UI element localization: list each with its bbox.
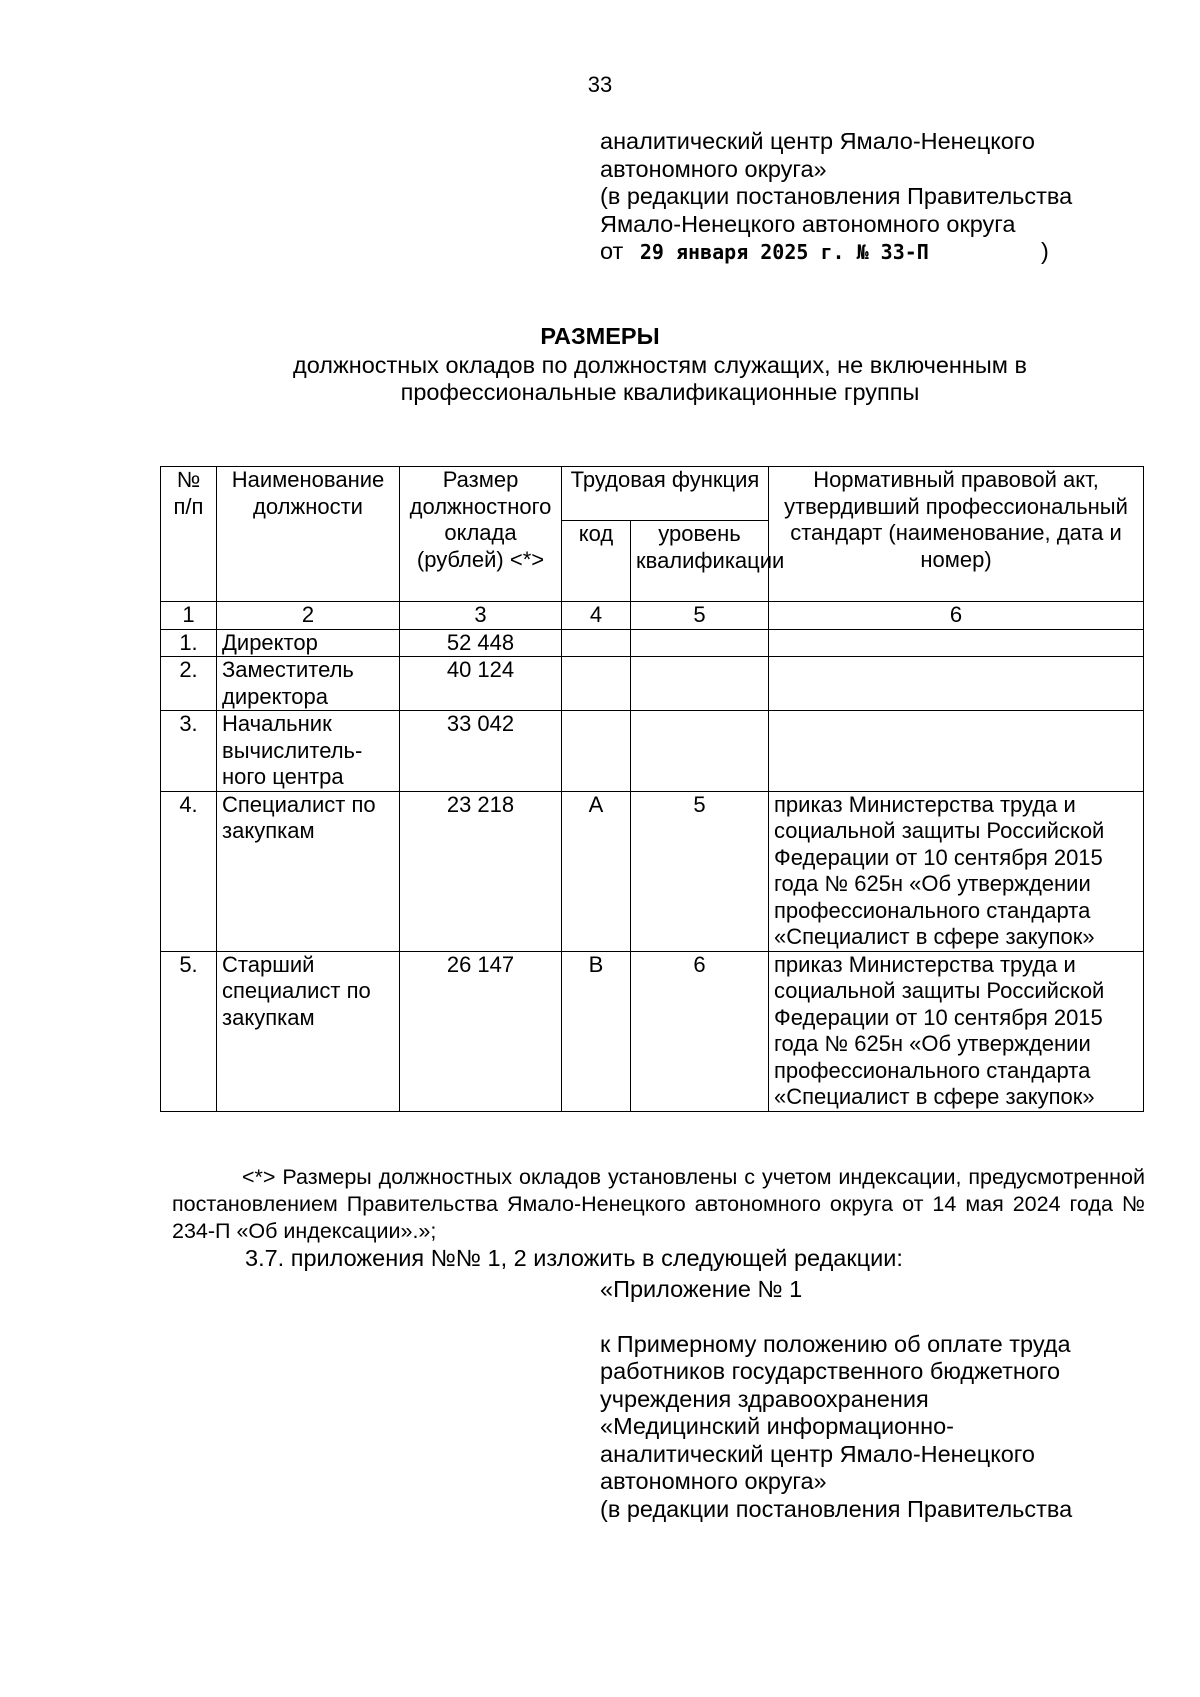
row-position: Директор	[217, 629, 400, 657]
row-position: Старший специалист по закупкам	[217, 951, 400, 1111]
header-act: Нормативный правовой акт, утвердивший профессиональный стандарт (наименование, дата и номер)	[769, 467, 1144, 602]
header-line: автономного округа»	[600, 155, 827, 182]
header-labor-function: Трудовая функция	[562, 467, 769, 521]
row-salary: 40 124	[400, 657, 562, 711]
row-act	[769, 629, 1144, 657]
appendix-header	[600, 1276, 1160, 1523]
row-act: приказ Министерства труда и социальной защиты Российской Федерации от 10 сентября 2015 года № 625н «Об утверждении профессионального стандарта «Специалист в сфере закупок»	[769, 791, 1144, 951]
row-salary: 23 218	[400, 791, 562, 951]
appendix-line: к Примерному положению об оплате труда	[600, 1330, 1071, 1357]
appendix-line: (в редакции постановления Правительства	[600, 1495, 1073, 1522]
header-line: (в редакции постановления Правительства	[600, 183, 1073, 209]
row-code: В	[562, 951, 631, 1111]
closing-paren: )	[1041, 238, 1049, 264]
table-row	[161, 791, 1144, 951]
row-salary: 52 448	[400, 629, 562, 657]
row-num: 5.	[161, 951, 217, 1111]
table-row	[161, 711, 1144, 792]
doc-title: РАЗМЕРЫ	[540, 323, 660, 349]
column-number-row	[161, 602, 1144, 630]
footnote-block	[172, 1164, 1145, 1245]
table-row	[161, 951, 1144, 1111]
item-3-7: 3.7. приложения №№ 1, 2 изложить в следующей редакции:	[245, 1245, 903, 1271]
column-number: 1	[161, 602, 217, 630]
header-line: Ямало-Ненецкого автономного округа	[600, 210, 1016, 237]
resolution-date: 29 января 2025 г. № 33-П	[639, 240, 929, 264]
table-header-row	[161, 467, 1144, 521]
row-code	[562, 657, 631, 711]
row-num: 1.	[161, 629, 217, 657]
row-num: 3.	[161, 711, 217, 792]
column-number: 2	[217, 602, 400, 630]
column-number: 4	[562, 602, 631, 630]
row-level	[631, 657, 769, 711]
row-position: Специалист по закупкам	[217, 791, 400, 951]
row-salary: 26 147	[400, 951, 562, 1111]
row-code	[562, 711, 631, 792]
row-act	[769, 711, 1144, 792]
row-position: Заместитель директора	[217, 657, 400, 711]
page-number: 33	[587, 72, 613, 97]
header-date-line	[600, 238, 1160, 267]
appendix-line: «Медицинский информационно-	[600, 1413, 954, 1439]
subtitle-line: профессиональные квалификационные группы	[400, 379, 920, 405]
appendix-line: автономного округа»	[600, 1468, 827, 1494]
appendix-line: аналитический центр Ямало-Ненецкого	[600, 1440, 1035, 1467]
row-position: Начальник вычислитель-ного центра	[217, 711, 400, 792]
header-salary: Размер должностного оклада (рублей) <*>	[400, 467, 562, 602]
row-num: 2.	[161, 657, 217, 711]
row-code	[562, 629, 631, 657]
table-row	[161, 657, 1144, 711]
column-number: 6	[769, 602, 1144, 630]
column-number: 3	[400, 602, 562, 630]
doc-subtitle	[120, 352, 1200, 406]
header-code: код	[562, 521, 631, 602]
row-level	[631, 629, 769, 657]
document-header	[600, 128, 1160, 267]
from-label: от	[600, 238, 624, 264]
appendix-title: «Приложение № 1	[600, 1276, 803, 1302]
row-act	[769, 657, 1144, 711]
appendix-line: учреждения здравоохранения	[600, 1385, 929, 1412]
header-name: Наименование должности	[217, 467, 400, 602]
header-line: аналитический центр Ямало-Ненецкого	[600, 128, 1035, 154]
footnote: <*> Размеры должностных окладов установлены с учетом индексации, предусмотренной постановлением Правительства Ямало-Ненецкого автономного округа от 14 мая 2024 года № 234-П «Об индексации».»;	[172, 1165, 1145, 1243]
row-salary: 33 042	[400, 711, 562, 792]
salary-table	[160, 466, 1144, 1112]
subtitle-line: должностных окладов по должностям служащих, не включенным в	[293, 352, 1027, 378]
header-level: уровень квалификации	[631, 521, 769, 602]
appendix-line: работников государственного бюджетного	[600, 1358, 1061, 1384]
row-level	[631, 711, 769, 792]
row-level: 5	[631, 791, 769, 951]
row-act: приказ Министерства труда и социальной защиты Российской Федерации от 10 сентября 2015 года № 625н «Об утверждении профессионального стандарта «Специалист в сфере закупок»	[769, 951, 1144, 1111]
row-num: 4.	[161, 791, 217, 951]
row-code: А	[562, 791, 631, 951]
header-num: № п/п	[161, 467, 217, 602]
table-row	[161, 629, 1144, 657]
column-number: 5	[631, 602, 769, 630]
row-level: 6	[631, 951, 769, 1111]
